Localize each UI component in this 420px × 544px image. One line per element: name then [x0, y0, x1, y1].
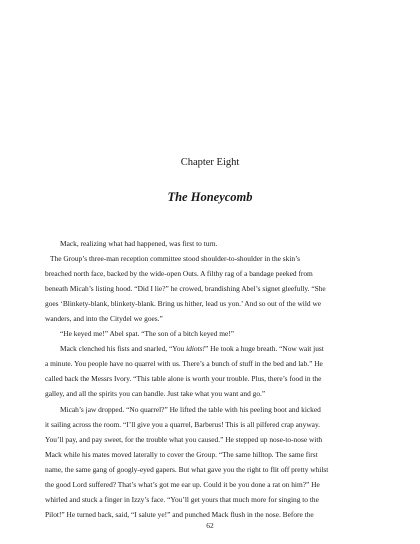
text-line: the good Lord suffered? That’s what’s got me ear up. Could it be you done a rat on him?” He — [45, 479, 320, 489]
text-line: “He keyed me!” Abel spat. “The son of a bitch keyed me!” — [60, 329, 235, 339]
text-line: name, the same gang of googly-eyed gapers. But what gave you the right to flit off pretty whilst — [45, 464, 329, 474]
text-line: The Group’s three-man reception committee stood shoulder-to-shoulder in the skin’s — [50, 254, 301, 264]
text-run: Mack clenched his fists and snarled, “You — [60, 344, 187, 354]
text-line — [45, 341, 378, 356]
chapter-title: The Honeycomb — [167, 190, 253, 204]
text-line: Micah’s jaw dropped. “No quarrel?” He lifted the table with his peeling boot and kicked — [60, 404, 321, 414]
text-run: ” He took a huge breath. “Now wait just — [205, 344, 324, 354]
text-line: it sailing across the room. “I’ll give you a quarrel, Barberus! This is all pilfered crap anyway. — [45, 419, 321, 429]
text-line: a minute. You people have no quarrel with us. There’s a bunch of stuff in the bed and lab.” He — [45, 359, 323, 369]
text-line: goes ‘Blinkety-blank, blinkety-blank. Bring us hither, lead us yon.’ And so out of the wild we — [45, 299, 322, 309]
text-line: beneath Micah’s listing hood. “Did I lie?” he crowed, brandishing Abel’s signet gleefully. “She — [45, 284, 326, 294]
text-line: Mack while his mates moved laterally to cover the Group. “The same hilltop. The same first — [45, 449, 318, 459]
emphasis-text: idiots! — [186, 344, 205, 354]
text-line: You’ll pay, and pay sweet, for the trouble what you caused.” He stepped up nose-to-nose with — [45, 434, 323, 444]
page-number: 62 — [206, 521, 214, 530]
text-line: Mack, realizing what had happened, was first to turn. — [60, 239, 218, 248]
body-text — [45, 236, 378, 522]
text-line: whirled and stuck a finger in Izzy’s face. “You’ll get yours that much more for singing to the — [45, 494, 319, 504]
chapter-number: Chapter Eight — [180, 157, 240, 168]
text-line: wanders, and into the Citydel we goes.” — [45, 314, 163, 324]
text-line: galley, and all the spirits you can handle. Just take what you want and go.” — [45, 389, 266, 399]
text-line: called back the Messrs Ivory. “This table alone is worth your trouble. Plus, there’s food in the — [45, 374, 322, 384]
text-line: Pilot!” He turned back, said, “I salute ye!” and punched Mack flush in the nose. Before the — [45, 509, 314, 519]
text-line: breached north face, backed by the wide-open Outs. A filthy rag of a bandage peeked from — [45, 269, 313, 279]
